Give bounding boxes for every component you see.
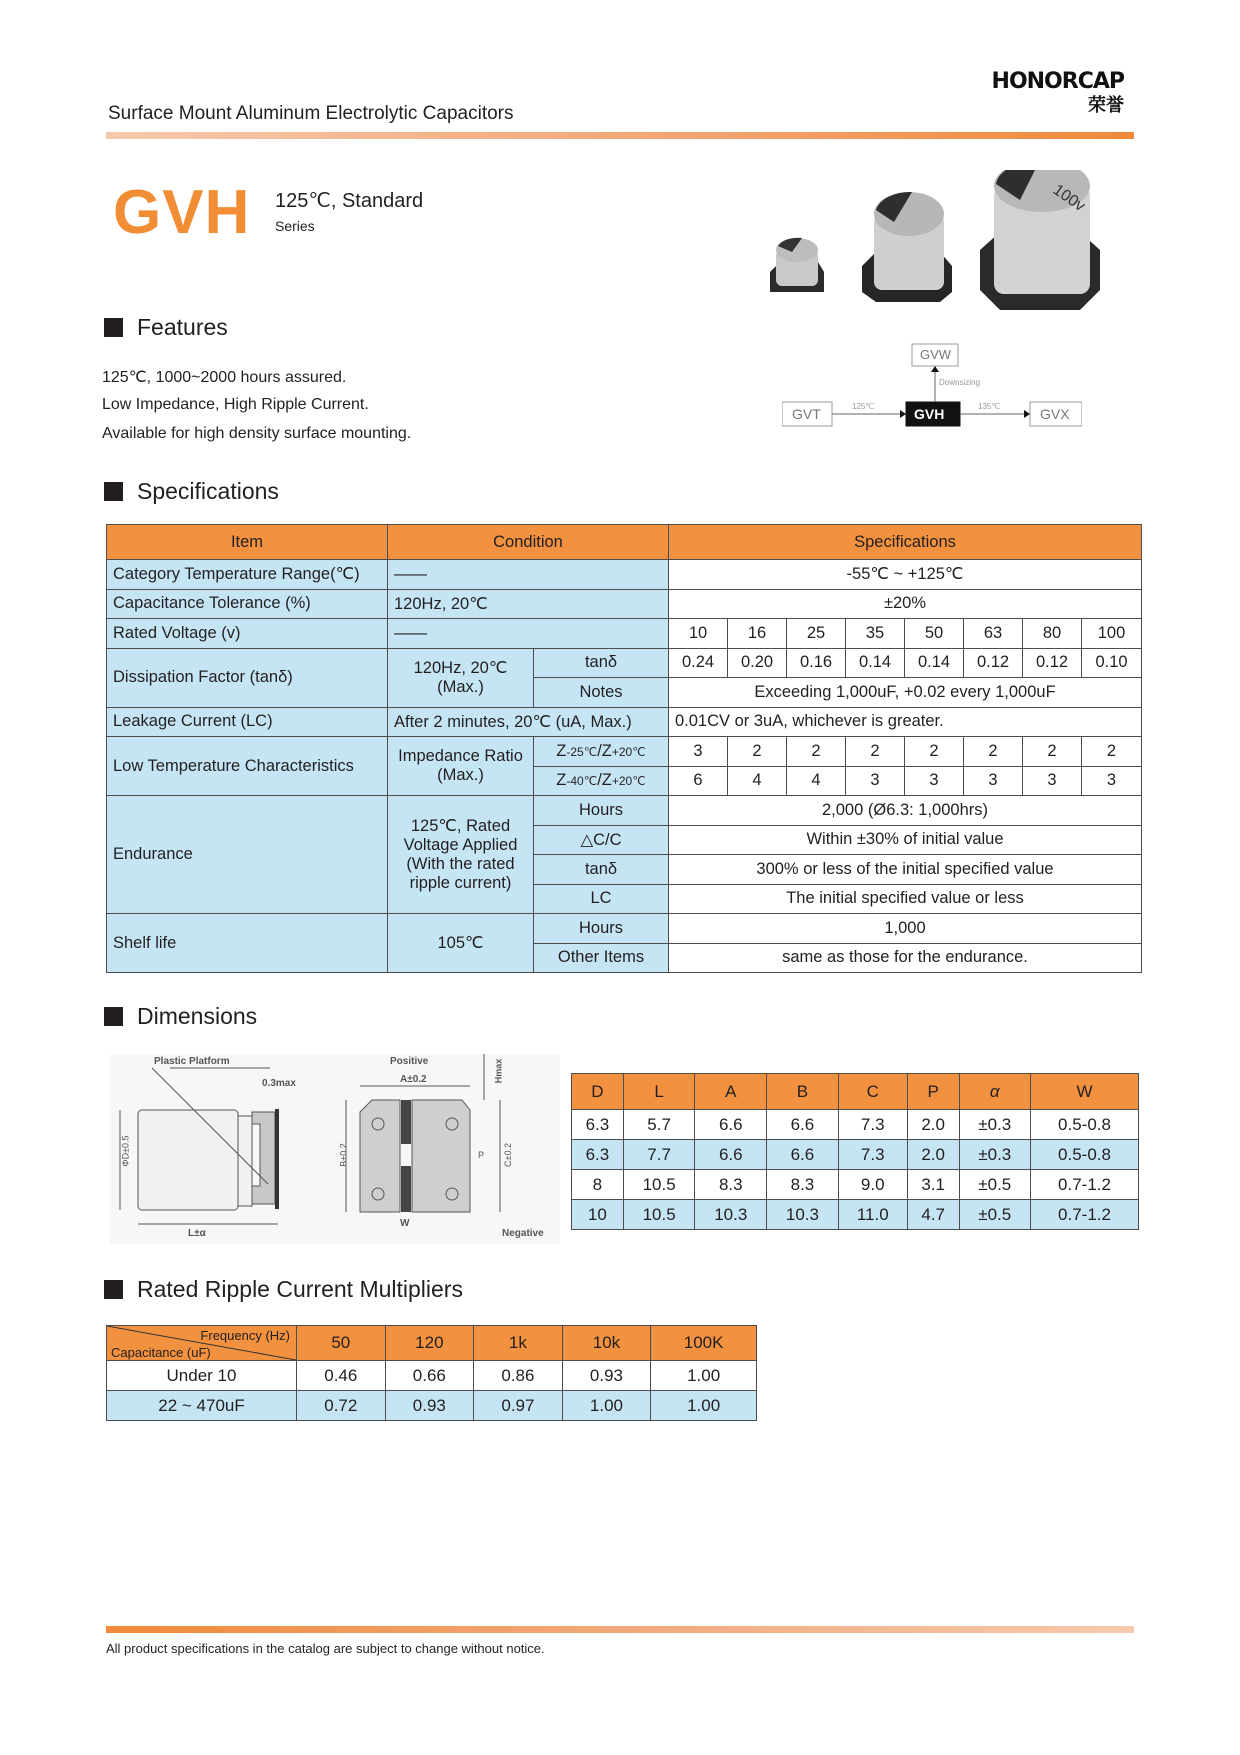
- row-label: Dissipation Factor (tanδ): [107, 648, 388, 707]
- row-label: Under 10: [107, 1361, 297, 1391]
- dimensions-heading: [104, 1003, 257, 1030]
- label-b: B±0.2: [338, 1143, 349, 1167]
- freq-header: 100K: [651, 1326, 757, 1361]
- header-item: Item: [107, 525, 388, 560]
- header-p: P: [907, 1074, 959, 1110]
- row-label: Category Temperature Range(℃): [107, 560, 388, 590]
- label-0.3max: 0.3max: [262, 1078, 296, 1089]
- row-spec: The initial specified value or less: [669, 884, 1142, 914]
- freq-header: 50: [297, 1326, 386, 1361]
- corner-capacitance-label: Capacitance (uF): [111, 1345, 211, 1360]
- series-subtitle: 125℃, Standard: [275, 190, 424, 212]
- table-row: [107, 619, 1142, 649]
- header-c: C: [838, 1074, 907, 1110]
- z40-cell: 6: [669, 766, 728, 796]
- dimensions-table: [571, 1073, 1139, 1230]
- diagram-125-label: 125℃: [852, 402, 875, 411]
- footer-disclaimer: All product specifications in the catalog are subject to change without notice.: [106, 1641, 545, 1656]
- row-label: Leakage Current (LC): [107, 707, 388, 737]
- dimension-drawing: [110, 1054, 560, 1244]
- capacitor-product-photo: [762, 170, 1102, 318]
- table-header-row: [107, 1326, 757, 1361]
- row-spec: Within ±30% of initial value: [669, 825, 1142, 855]
- z25-cell: 2: [964, 737, 1023, 767]
- row-sublabel: Other Items: [534, 943, 669, 973]
- tan-delta-cell: 0.24: [669, 648, 728, 678]
- z25-label: Z-25℃/Z+20℃: [534, 737, 669, 767]
- voltage-cell: 50: [905, 619, 964, 649]
- ripple-multipliers-table: [106, 1325, 757, 1421]
- ripple-heading-text: Rated Ripple Current Multipliers: [137, 1276, 463, 1302]
- row-condition: 120Hz, 20℃: [388, 589, 669, 619]
- table-row: [107, 560, 1142, 590]
- specifications-table: [106, 524, 1142, 973]
- diagram-135-label: 135℃: [978, 402, 1001, 411]
- voltage-cell: 16: [728, 619, 787, 649]
- logo-text-cn: 荣誉: [1088, 95, 1124, 115]
- corner-frequency-label: Frequency (Hz): [200, 1328, 290, 1343]
- features-heading: [104, 314, 228, 341]
- table-row: 22 ~ 470uF 0.72 0.93 0.97 1.00 1.00: [107, 1391, 757, 1421]
- row-sublabel: tanδ: [534, 648, 669, 678]
- z40-cell: 3: [1023, 766, 1082, 796]
- z40-cell: 3: [1082, 766, 1142, 796]
- label-hmax: Hmax: [493, 1058, 504, 1084]
- row-spec: 1,000: [669, 914, 1142, 944]
- series-label: Series: [275, 218, 315, 234]
- logo-text-en: HONORCAP: [991, 69, 1124, 94]
- header-b: B: [767, 1074, 839, 1110]
- label-c: C±0.2: [502, 1143, 513, 1167]
- z25-cell: 2: [787, 737, 846, 767]
- specifications-heading-text: Specifications: [137, 478, 279, 504]
- svg-text:100v: 100v: [1049, 181, 1088, 216]
- table-row: [107, 796, 1142, 826]
- label-l: L±α: [188, 1228, 206, 1239]
- table-header-row: [107, 525, 1142, 560]
- row-sublabel: Hours: [534, 796, 669, 826]
- tan-delta-cell: 0.12: [1023, 648, 1082, 678]
- honorcap-logo: [968, 70, 1124, 116]
- freq-header: 120: [385, 1326, 474, 1361]
- series-relationship-diagram: [782, 340, 1082, 440]
- dimensions-heading-text: Dimensions: [137, 1003, 258, 1029]
- label-w: W: [400, 1218, 410, 1229]
- z25-cell: 2: [728, 737, 787, 767]
- z25-cell: 2: [1023, 737, 1082, 767]
- table-row: [107, 589, 1142, 619]
- diagram-gvx: GVX: [1040, 406, 1070, 422]
- series-name: GVH: [113, 178, 251, 247]
- tan-delta-cell: 0.14: [905, 648, 964, 678]
- row-sublabel: LC: [534, 884, 669, 914]
- corner-header: [107, 1326, 297, 1361]
- tan-delta-cell: 0.20: [728, 648, 787, 678]
- header-d: D: [572, 1074, 624, 1110]
- square-bullet-icon: [104, 318, 123, 337]
- z40-cell: 4: [728, 766, 787, 796]
- voltage-cell: 80: [1023, 619, 1082, 649]
- feature-item: 125℃, 1000~2000 hours assured.: [102, 369, 347, 386]
- diagram-downsizing-label: Downsizing: [939, 378, 980, 387]
- table-row: Under 10 0.46 0.66 0.86 0.93 1.00: [107, 1361, 757, 1391]
- label-positive: Positive: [390, 1056, 429, 1067]
- table-row: [107, 707, 1142, 737]
- table-row: 6.3 5.7 6.6 6.6 7.3 2.0 ±0.3 0.5-0.8: [572, 1110, 1139, 1140]
- row-condition: ——: [388, 619, 669, 649]
- header-specifications: Specifications: [669, 525, 1142, 560]
- table-row: [107, 648, 1142, 678]
- row-spec: 0.01CV or 3uA, whichever is greater.: [669, 707, 1142, 737]
- row-sublabel: Notes: [534, 678, 669, 708]
- header-condition: Condition: [388, 525, 669, 560]
- table-row: [107, 914, 1142, 944]
- label-plastic-platform: Plastic Platform: [154, 1056, 230, 1067]
- table-row: 8 10.5 8.3 8.3 9.0 3.1 ±0.5 0.7-1.2: [572, 1170, 1139, 1200]
- row-condition: 120Hz, 20℃ (Max.): [388, 648, 534, 707]
- row-label: Shelf life: [107, 914, 388, 973]
- row-spec: same as those for the endurance.: [669, 943, 1142, 973]
- row-sublabel: △C/C: [534, 825, 669, 855]
- row-label: Rated Voltage (v): [107, 619, 388, 649]
- row-spec: Exceeding 1,000uF, +0.02 every 1,000uF: [669, 678, 1142, 708]
- row-label: Capacitance Tolerance (%): [107, 589, 388, 619]
- row-label: 22 ~ 470uF: [107, 1391, 297, 1421]
- z40-label: Z-40℃/Z+20℃: [534, 766, 669, 796]
- features-heading-text: Features: [137, 314, 228, 340]
- tan-delta-cell: 0.14: [846, 648, 905, 678]
- header-alpha: α: [959, 1074, 1030, 1110]
- ripple-heading: [104, 1276, 463, 1303]
- row-sublabel: Hours: [534, 914, 669, 944]
- row-label: Low Temperature Characteristics: [107, 737, 388, 796]
- row-spec: 300% or less of the initial specified value: [669, 855, 1142, 885]
- tan-delta-cell: 0.10: [1082, 648, 1142, 678]
- z40-cell: 3: [964, 766, 1023, 796]
- z25-cell: 3: [669, 737, 728, 767]
- square-bullet-icon: [104, 482, 123, 501]
- row-spec: 2,000 (Ø6.3: 1,000hrs): [669, 796, 1142, 826]
- feature-item: Available for high density surface mounting.: [102, 425, 412, 442]
- row-condition: 105℃: [388, 914, 534, 973]
- row-condition: Impedance Ratio (Max.): [388, 737, 534, 796]
- square-bullet-icon: [104, 1007, 123, 1026]
- tan-delta-cell: 0.16: [787, 648, 846, 678]
- capacitor-illustration-icon: [762, 170, 1102, 318]
- specifications-heading: [104, 478, 279, 505]
- header-gradient-bar: [106, 132, 1134, 139]
- voltage-cell: 35: [846, 619, 905, 649]
- voltage-cell: 10: [669, 619, 728, 649]
- voltage-cell: 25: [787, 619, 846, 649]
- diagram-gvw: GVW: [920, 347, 952, 362]
- table-row: 10 10.5 10.3 10.3 11.0 4.7 ±0.5 0.7-1.2: [572, 1200, 1139, 1230]
- footer-gradient-bar: [106, 1626, 1134, 1633]
- row-label: Endurance: [107, 796, 388, 914]
- row-spec: ±20%: [669, 589, 1142, 619]
- square-bullet-icon: [104, 1280, 123, 1299]
- label-a: A±0.2: [400, 1074, 427, 1085]
- header-l: L: [623, 1074, 695, 1110]
- z40-cell: 4: [787, 766, 846, 796]
- row-condition: 125℃, Rated Voltage Applied (With the rated ripple current): [388, 796, 534, 914]
- voltage-cell: 100: [1082, 619, 1142, 649]
- table-row: 6.3 7.7 6.6 6.6 7.3 2.0 ±0.3 0.5-0.8: [572, 1140, 1139, 1170]
- row-spec: -55℃ ~ +125℃: [669, 560, 1142, 590]
- tan-delta-cell: 0.12: [964, 648, 1023, 678]
- voltage-cell: 63: [964, 619, 1023, 649]
- row-condition: After 2 minutes, 20℃ (uA, Max.): [388, 707, 669, 737]
- z25-cell: 2: [905, 737, 964, 767]
- table-header-row: [572, 1074, 1139, 1110]
- z40-cell: 3: [905, 766, 964, 796]
- z25-cell: 2: [1082, 737, 1142, 767]
- label-d: ΦD±0.5: [120, 1135, 131, 1167]
- label-negative: Negative: [502, 1228, 544, 1239]
- row-condition: ——: [388, 560, 669, 590]
- z25-cell: 2: [846, 737, 905, 767]
- table-row: [107, 737, 1142, 767]
- freq-header: 10k: [562, 1326, 651, 1361]
- freq-header: 1k: [474, 1326, 563, 1361]
- header-w: W: [1031, 1074, 1139, 1110]
- row-sublabel: tanδ: [534, 855, 669, 885]
- diagram-gvt: GVT: [792, 406, 821, 422]
- feature-item: Low Impedance, High Ripple Current.: [102, 396, 369, 413]
- document-header-title: Surface Mount Aluminum Electrolytic Capacitors: [108, 103, 514, 124]
- label-p: P: [478, 1150, 485, 1160]
- header-a: A: [695, 1074, 767, 1110]
- z40-cell: 3: [846, 766, 905, 796]
- diagram-gvh: GVH: [914, 406, 945, 422]
